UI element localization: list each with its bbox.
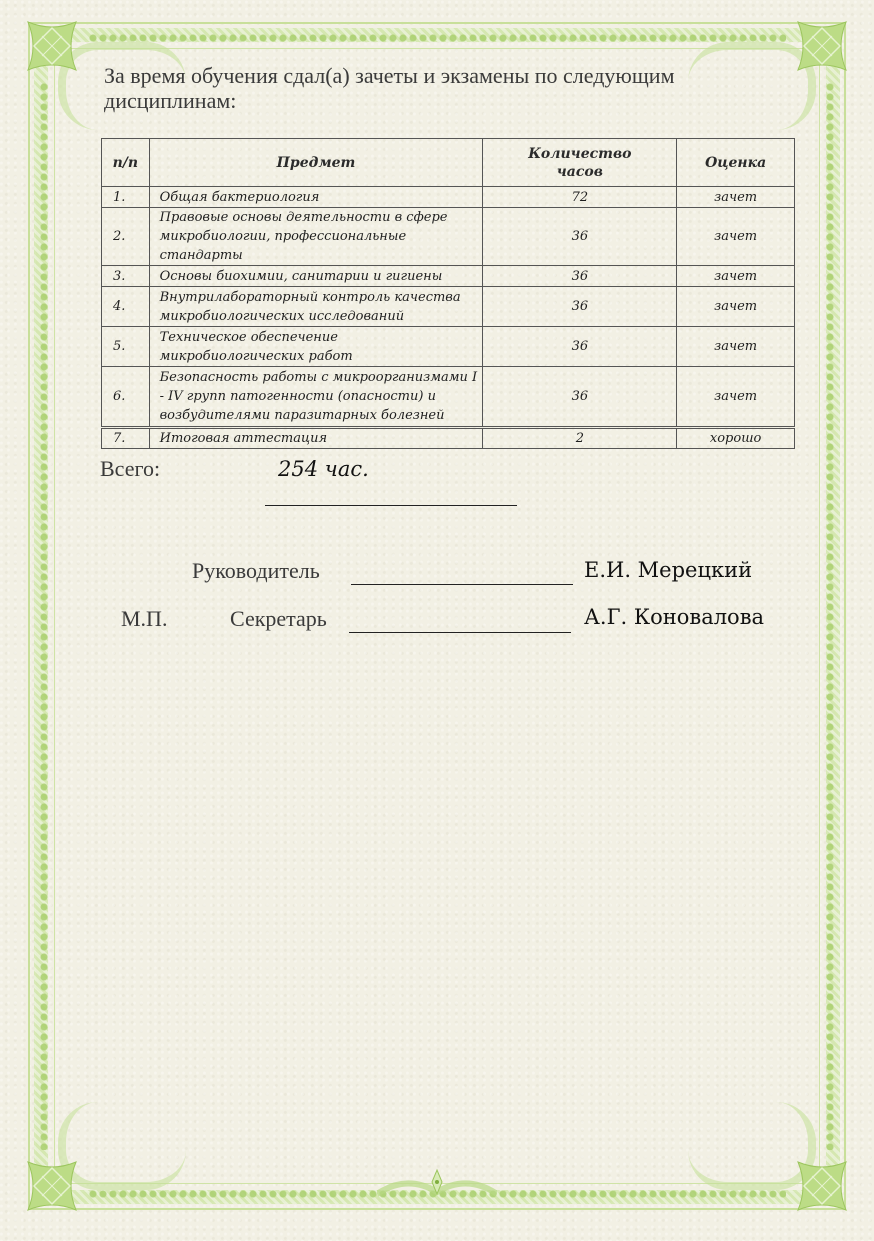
secretary-signature-line (349, 632, 571, 633)
row-hours: 36 (483, 367, 677, 428)
row-subject: Внутрилабораторный контроль качества микробиологических исследований (149, 287, 483, 327)
table-header-row (102, 139, 795, 187)
head-role-label: Руководитель (192, 558, 320, 583)
head-signature-line (351, 584, 573, 585)
table-row (102, 187, 795, 208)
row-hours: 36 (483, 208, 677, 266)
row-grade: зачет (677, 327, 795, 367)
row-hours: 2 (483, 428, 677, 449)
stamp-place-label: М.П. (121, 606, 168, 631)
row-subject: Безопасность работы с микроорганизмами I - IV групп патогенности (опасности) и возбудителями паразитарных болезней (149, 367, 483, 428)
row-hours: 36 (483, 327, 677, 367)
table-row (102, 287, 795, 327)
head-name: Е.И. Мерецкий (584, 558, 753, 582)
row-grade: зачет (677, 187, 795, 208)
grades-table (101, 138, 795, 449)
row-hours: 36 (483, 287, 677, 327)
row-number: 7. (102, 428, 150, 449)
row-hours: 72 (483, 187, 677, 208)
header-grade: Оценка (677, 139, 795, 187)
total-underline (265, 505, 517, 506)
row-number: 4. (102, 287, 150, 327)
table-row (102, 327, 795, 367)
secretary-name: А.Г. Коновалова (584, 605, 765, 629)
row-subject: Техническое обеспечение микробиологических работ (149, 327, 483, 367)
table-row (102, 266, 795, 287)
row-number: 3. (102, 266, 150, 287)
row-subject: Итоговая аттестация (149, 428, 483, 449)
row-grade: зачет (677, 266, 795, 287)
row-grade: хорошо (677, 428, 795, 449)
table-row (102, 428, 795, 449)
row-grade: зачет (677, 367, 795, 428)
table-row (102, 367, 795, 428)
row-subject: Общая бактериология (149, 187, 483, 208)
secretary-role-label: Секретарь (230, 606, 327, 631)
row-subject: Правовые основы деятельности в сфере микробиологии, профессиональные стандарты (149, 208, 483, 266)
row-number: 5. (102, 327, 150, 367)
row-grade: зачет (677, 208, 795, 266)
row-number: 1. (102, 187, 150, 208)
table-row (102, 208, 795, 266)
total-label: Всего: (100, 456, 161, 481)
header-subject: Предмет (149, 139, 483, 187)
header-hours: Количество часов (483, 139, 677, 187)
row-number: 6. (102, 367, 150, 428)
total-hours-value: 254 час. (278, 457, 369, 481)
row-grade: зачет (677, 287, 795, 327)
row-number: 2. (102, 208, 150, 266)
row-hours: 36 (483, 266, 677, 287)
row-subject: Основы биохимии, санитарии и гигиены (149, 266, 483, 287)
header-num: п/п (102, 139, 150, 187)
intro-text: За время обучения сдал(а) зачеты и экзамены по следующим дисциплинам: (104, 63, 675, 113)
